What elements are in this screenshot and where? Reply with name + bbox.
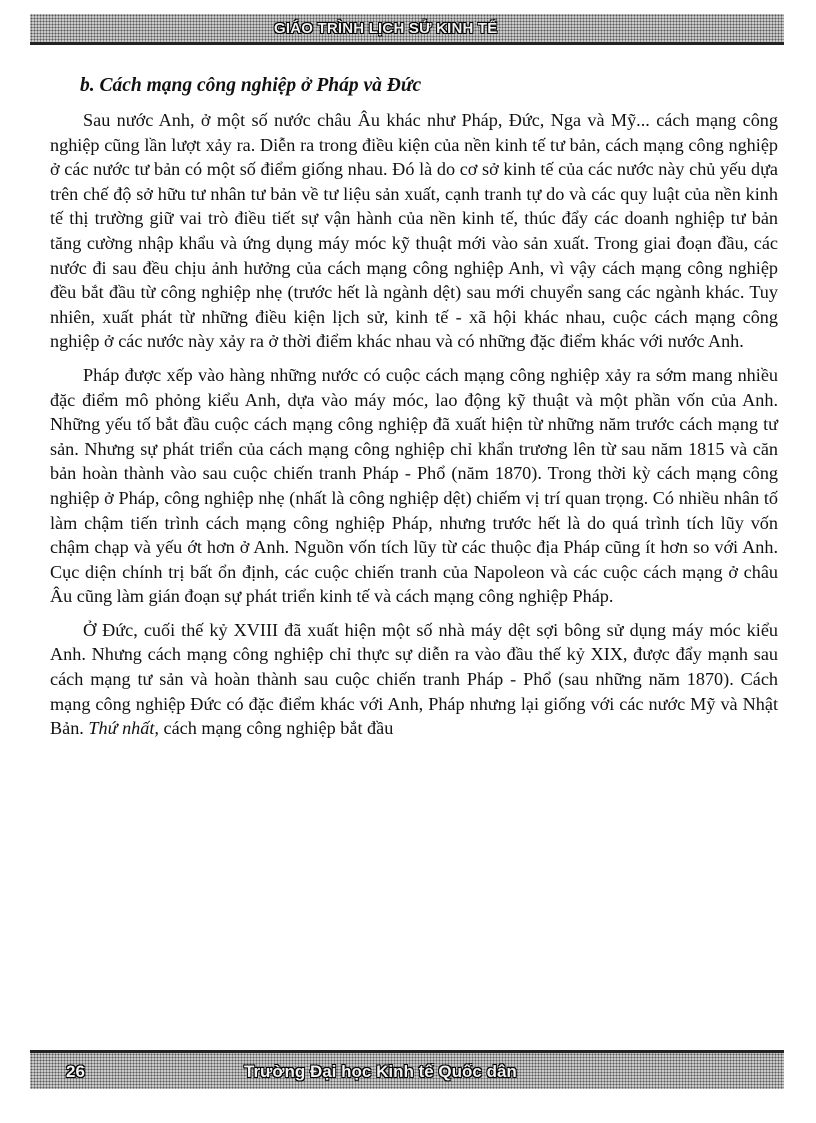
page-body <box>50 73 778 741</box>
footer-band <box>30 1050 784 1089</box>
header-band <box>30 14 784 45</box>
paragraph-france: Pháp được xếp vào hàng những nước có cuộc cách mạng công nghiệp xảy ra sớm mang nhiều đặc điểm mô phỏng kiểu Anh, dựa vào máy móc, lao động kỹ thuật và một phần vốn của Anh. Những yếu tố bắt đầu cuộc cách mạng công nghiệp đã xuất hiện từ những năm trước cách mạng tư sản. Nhưng sự phát triển của cách mạng công nghiệp chỉ khẩn trương lên từ sau năm 1815 và căn bản hoàn thành vào sau cuộc chiến tranh Pháp - Phổ (năm 1870). Trong thời kỳ cách mạng công nghiệp ở Pháp, công nghiệp nhẹ (nhất là công nghiệp dệt) chiếm vị trí quan trọng. Có nhiều nhân tố làm chậm tiến trình cách mạng công nghiệp Pháp, nhưng trước hết là do quá trình tích lũy vốn chậm chạp và yếu ớt hơn ở Anh. Nguồn vốn tích lũy từ các thuộc địa Pháp cũng ít hơn so với Anh. Cục diện chính trị bất ổn định, các cuộc chiến tranh của Napoleon và các cuộc cách mạng ở châu Âu cũng làm gián đoạn sự phát triển kinh tế và cách mạng công nghiệp Pháp. <box>50 364 778 607</box>
paragraph-intro: Sau nước Anh, ở một số nước châu Âu khác như Pháp, Đức, Nga và Mỹ... cách mạng công nghiệp cũng lần lượt xảy ra. Diễn ra trong điều kiện của nền kinh tế tư bản, cách mạng công nghiệp ở các nước tư bản có một số điểm giống nhau. Đó là do cơ sở kinh tế của các nước này chủ yếu dựa trên chế độ sở hữu tư nhân tư bản về tư liệu sản xuất, cạnh tranh tự do và các quy luật của nền kinh tế thị trường giữ vai trò điều tiết sự vận hành của nền kinh tế, thúc đẩy các doanh nghiệp tư bản tăng cường nhập khẩu và ứng dụng máy móc kỹ thuật mới vào sản xuất. Trong giai đoạn đầu, các nước đi sau đều chịu ảnh hưởng của cách mạng công nghiệp Anh, vì vậy cách mạng công nghiệp đều bắt đầu từ công nghiệp nhẹ (trước hết là ngành dệt) sau mới chuyển sang các ngành khác. Tuy nhiên, xuất phát từ những điều kiện lịch sử, kinh tế - xã hội khác nhau, cuộc cách mạng công nghiệp ở các nước này xảy ra ở thời điểm khác nhau và có những đặc điểm khác với nước Anh. <box>50 110 778 352</box>
running-header-title: GIÁO TRÌNH LỊCH SỬ KINH TẾ <box>274 20 498 37</box>
section-heading: b. Cách mạng công nghiệp ở Pháp và Đức <box>80 75 422 96</box>
paragraph-germany-text-after: cách mạng công nghiệp bắt đầu <box>158 718 394 739</box>
paragraph-germany-text-before: Ở Đức, cuối thế kỷ XVIII đã xuất hiện một số nhà máy dệt sợi bông sử dụng máy móc kiểu Anh. Nhưng cách mạng công nghiệp chỉ thực sự diễn ra vào đầu thế kỷ XIX, được đẩy mạnh sau cách mạng tư sản và hoàn thành sau cuộc chiến tranh Pháp - Phổ (sau những năm 1870). Cách mạng công nghiệp Đức có đặc điểm khác với Anh, Pháp nhưng lại giống với các nước Mỹ và Nhật Bản. <box>50 619 778 739</box>
footer-university-name: Trường Đại học Kinh tế Quốc dân <box>244 1062 517 1081</box>
page-number: 26 <box>66 1062 85 1081</box>
paragraph-germany-emphasis: Thứ nhất, <box>88 718 159 739</box>
paragraph-germany <box>50 618 778 741</box>
